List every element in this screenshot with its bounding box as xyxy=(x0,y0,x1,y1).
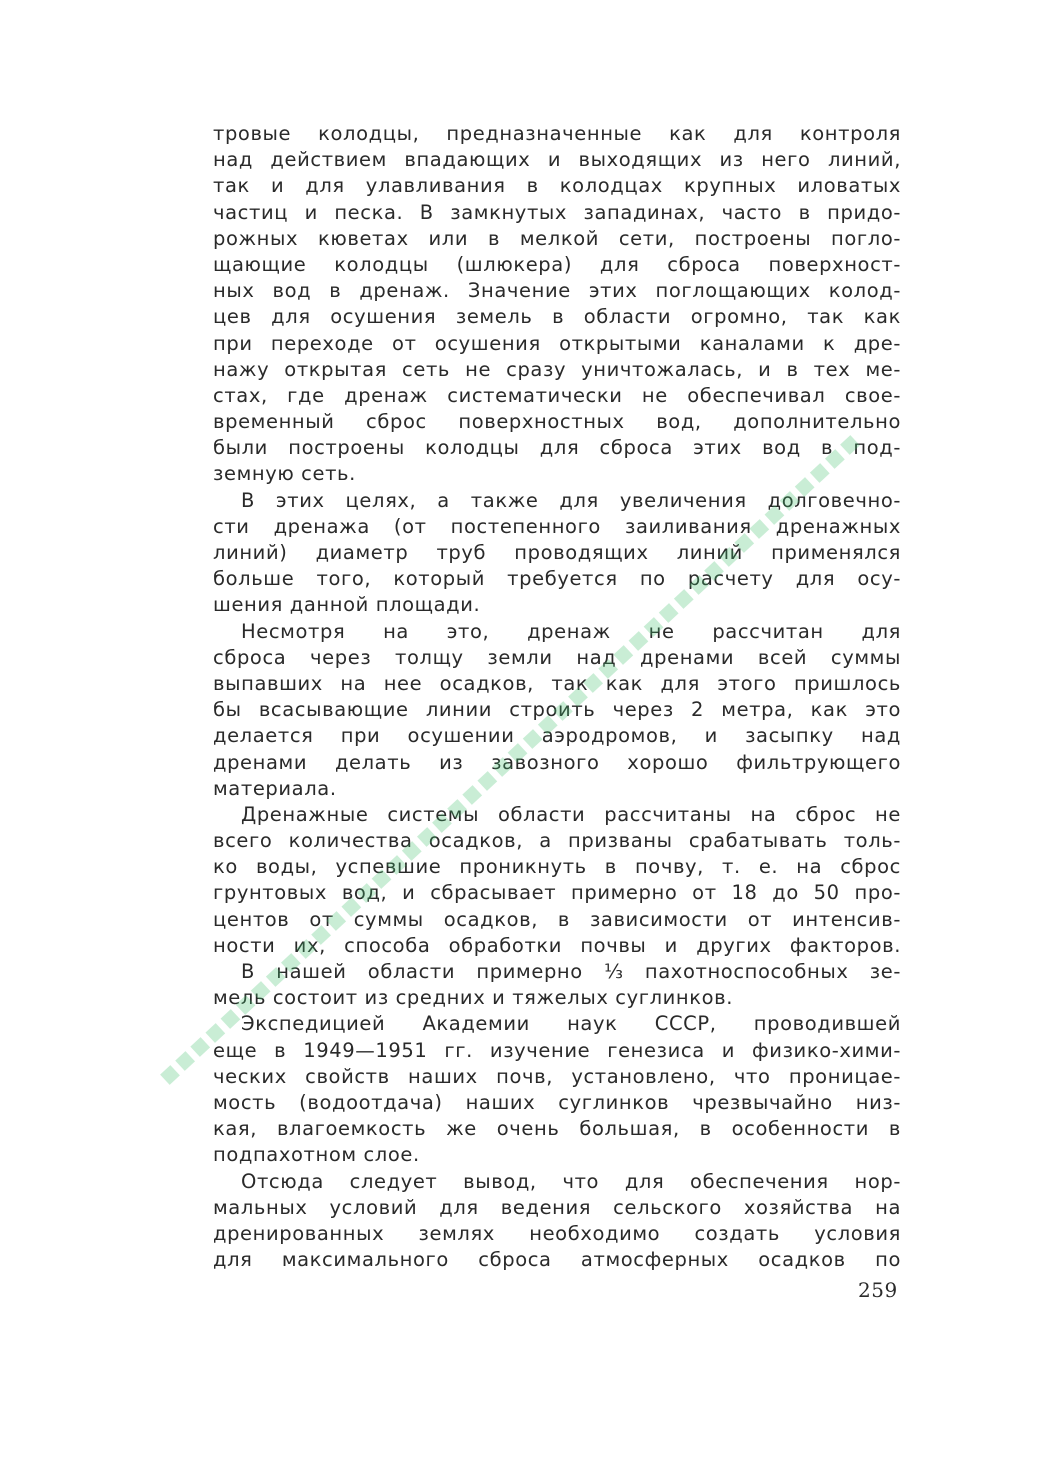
text-line: Дренажные системы области рассчитаны на сброс не xyxy=(241,802,901,826)
text-line: были построены колодцы для сброса этих вод в под- xyxy=(213,436,901,460)
text-line: делается при осушении аэродромов, и засыпку над xyxy=(213,724,901,748)
text-line: сти дренажа (от постепенного заиливания дренажных xyxy=(213,514,901,538)
text-line: мость (водоотдача) наших суглинков чрезвычайно низ- xyxy=(213,1090,901,1114)
text-line: ческих свойств наших почв, установлено, что проницае- xyxy=(213,1064,901,1088)
text-line: так и для улавливания в колодцах крупных иловатых xyxy=(213,174,901,198)
page-number: 259 xyxy=(858,1278,898,1302)
text-line: стах, где дренаж систематически не обеспечивал свое- xyxy=(213,383,901,407)
watermark-mark xyxy=(175,1051,195,1071)
text-line: рожных кюветах или в мелкой сети, построены погло- xyxy=(213,226,901,250)
text-line: бы всасывающие линии строить через 2 метра, как это xyxy=(213,698,901,722)
text-line: частиц и песка. В замкнутых западинах, часто в придо- xyxy=(213,200,901,224)
text-line: цев для осушения земель в области огромно, так как xyxy=(213,305,901,329)
text-line: выпавших на нее осадков, так как для этого пришлось xyxy=(213,671,901,695)
text-line: ных вод в дренаж. Значение этих поглощающих колод- xyxy=(213,279,901,303)
text-line: сброса через толщу земли над дренами всей суммы xyxy=(213,645,901,669)
text-line: временный сброс поверхностных вод, дополнительно xyxy=(213,410,901,434)
text-line: над действием впадающих и выходящих из него линий, xyxy=(213,148,901,172)
watermark-mark xyxy=(160,1065,180,1085)
text-line: нажу открытая сеть не сразу уничтожалась, и в тех ме- xyxy=(213,357,901,381)
text-line: Экспедицией Академии наук СССР, проводившей xyxy=(241,1012,901,1036)
text-line: всего количества осадков, а призваны срабатывать толь- xyxy=(213,829,901,853)
text-line: подпахотном слое. xyxy=(213,1143,420,1167)
text-line: больше того, который требуется по расчету для осу- xyxy=(213,567,901,591)
text-line: дренированных землях необходимо создать условия xyxy=(213,1221,901,1245)
text-line: материала. xyxy=(213,776,337,800)
text-line: при переходе от осушения открытыми каналами к дре- xyxy=(213,331,901,355)
text-line: линий) диаметр труб проводящих линий применялся xyxy=(213,541,901,564)
text-line: дренами делать из завозного хорошо фильтрующего xyxy=(213,750,901,774)
text-line: Отсюда следует вывод, что для обеспечения нор- xyxy=(241,1169,901,1193)
text-line: Несмотря на это, дренаж не рассчитан для xyxy=(241,619,901,643)
text-line: для максимального сброса атмосферных осадков по xyxy=(213,1248,901,1272)
text-line: грунтовых вод, и сбрасывает примерно от 18 до 50 про- xyxy=(213,881,901,905)
text-line: еще в 1949—1951 гг. изучение генезиса и физико-хими- xyxy=(213,1038,901,1062)
text-line: мель состоит из средних и тяжелых суглинков. xyxy=(213,986,734,1010)
text-line: кая, влагоемкость же очень большая, в особенности в xyxy=(213,1117,901,1141)
text-line: щающие колодцы (шлюкера) для сброса поверхност- xyxy=(213,252,901,276)
watermark-mark xyxy=(190,1037,210,1057)
text-line: земную сеть. xyxy=(213,462,356,486)
text-line: В этих целях, а также для увеличения долговечно- xyxy=(241,488,901,512)
text-line: ности их, способа обработки почвы и других факторов. xyxy=(213,933,901,957)
text-line: ко воды, успевшие проникнуть в почву, т. е. на сброс xyxy=(213,855,901,879)
text-line: В нашей области примерно ⅓ пахотноспособных зе- xyxy=(241,960,901,983)
text-line: шения данной площади. xyxy=(213,593,481,617)
text-line: центов от суммы осадков, в зависимости от интенсив- xyxy=(213,907,901,931)
text-line: мальных условий для ведения сельского хозяйства на xyxy=(213,1195,901,1219)
text-line: тровые колодцы, предназначенные как для контроля xyxy=(213,122,901,145)
body-text xyxy=(213,121,901,1273)
